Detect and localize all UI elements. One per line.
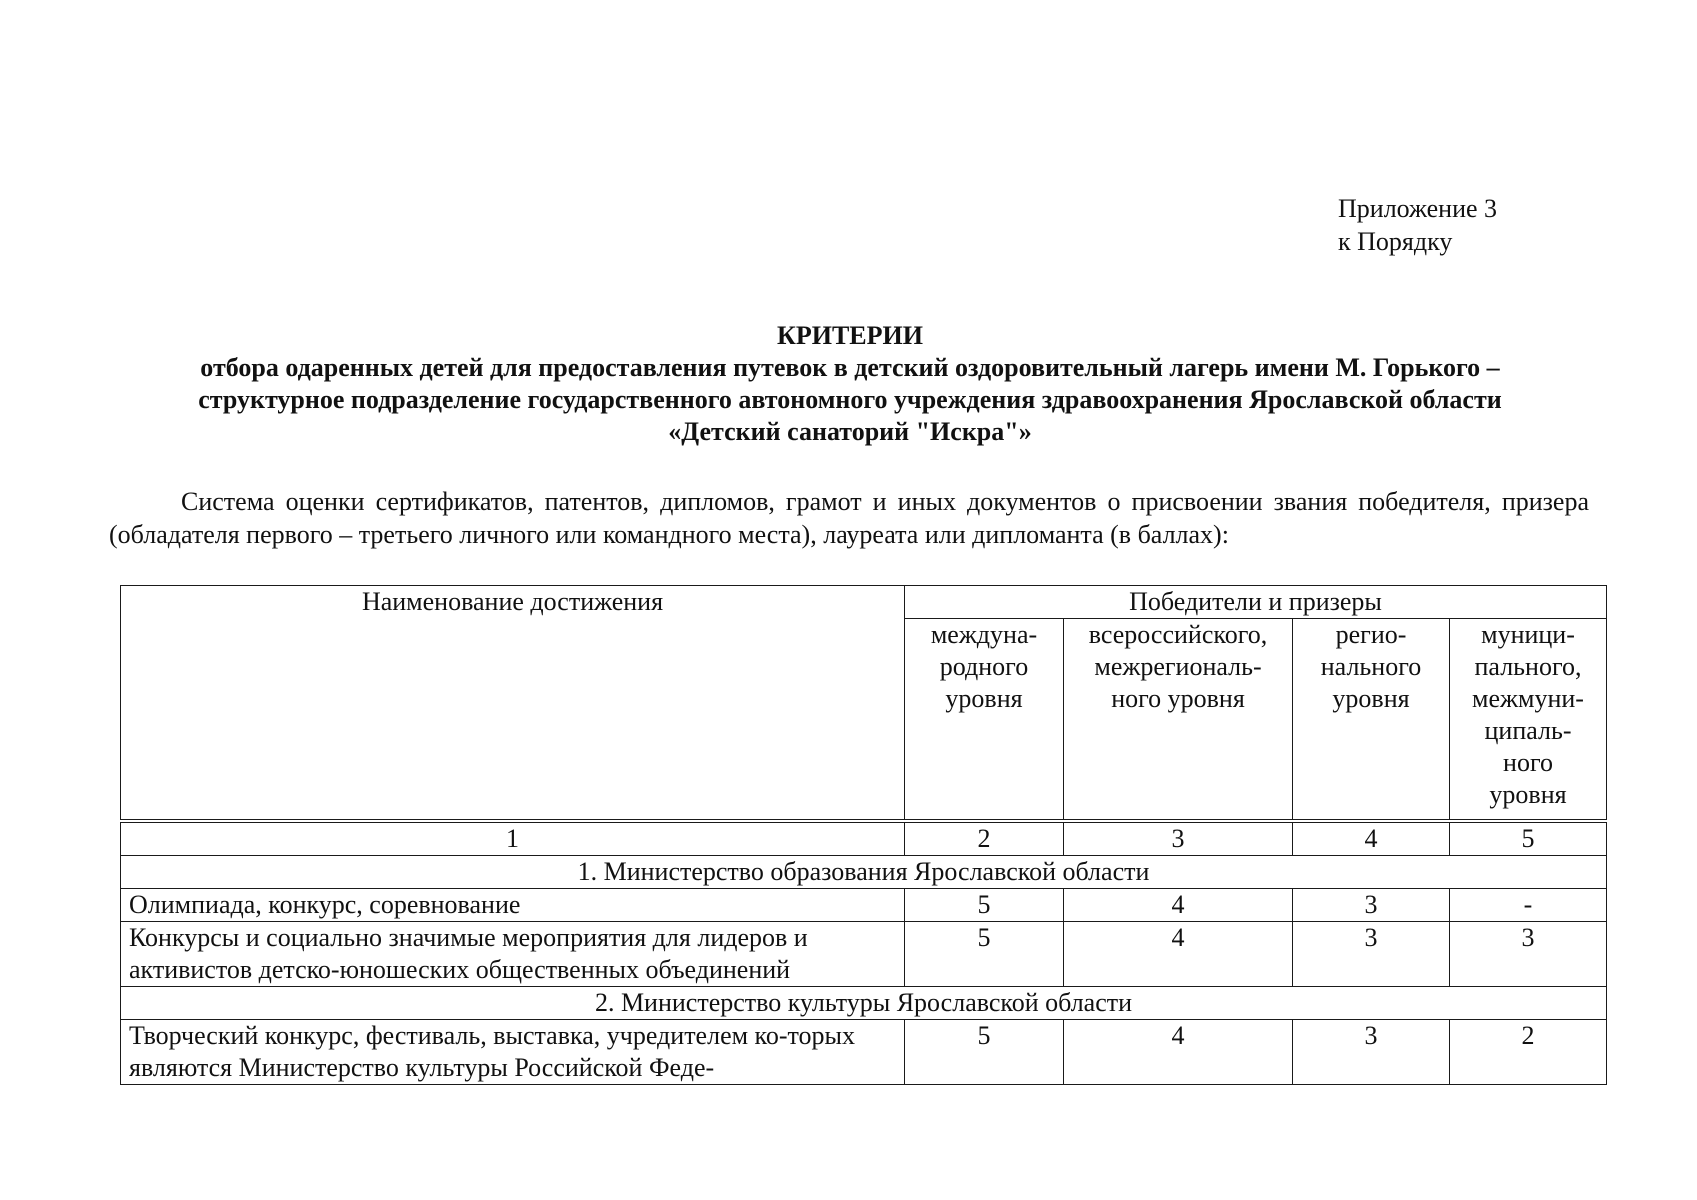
score-regional: 3	[1293, 922, 1450, 987]
achievement-name: Творческий конкурс, фестиваль, выставка, учредителем ко-торых являются Министерство культуры Российской Феде-	[121, 1020, 905, 1085]
title-line-3: «Детский санаторий "Искра"»	[668, 417, 1032, 446]
score-international: 5	[905, 889, 1064, 922]
column-number-2: 2	[905, 821, 1064, 856]
score-national: 4	[1064, 1020, 1293, 1085]
score-national: 4	[1064, 889, 1293, 922]
header-row	[121, 586, 1607, 619]
score-regional: 3	[1293, 1020, 1450, 1085]
criteria-table	[120, 585, 1607, 1085]
section-2-title: 2. Министерство культуры Ярославской области	[121, 987, 1607, 1020]
column-number-5: 5	[1450, 821, 1607, 856]
header-level-regional	[1293, 619, 1450, 822]
appendix-reference	[1338, 192, 1497, 258]
achievement-name: Олимпиада, конкурс, соревнование	[121, 889, 905, 922]
header-level-municipal	[1450, 619, 1607, 822]
section-2-row	[121, 987, 1607, 1020]
section-1-title: 1. Министерство образования Ярославской области	[121, 856, 1607, 889]
title-line-2: структурное подразделение государственного автономного учреждения здравоохранения Ярославской области	[198, 385, 1502, 414]
header-level-national	[1064, 619, 1293, 822]
table-row	[121, 889, 1607, 922]
column-number-row	[121, 821, 1607, 856]
score-municipal: 3	[1450, 922, 1607, 987]
title-heading: КРИТЕРИИ	[777, 321, 923, 350]
document-title	[60, 320, 1640, 448]
score-international: 5	[905, 922, 1064, 987]
intro-paragraph: Система оценки сертификатов, патентов, дипломов, грамот и иных документов о присвоении звания победителя, призера (обладателя первого – третьего личного или командного места), лауреата или дипломанта (в баллах):	[109, 487, 1589, 549]
header-winners-group: Победители и призеры	[905, 586, 1607, 619]
header-level-municipal-text: муници- пального, межмуни- ципаль- ного уровня	[1472, 620, 1584, 809]
score-municipal: 2	[1450, 1020, 1607, 1085]
column-number-1: 1	[121, 821, 905, 856]
appendix-number: Приложение 3	[1338, 194, 1498, 223]
section-1-row	[121, 856, 1607, 889]
table-row	[121, 1020, 1607, 1085]
score-national: 4	[1064, 922, 1293, 987]
score-municipal: -	[1450, 889, 1607, 922]
header-level-international	[905, 619, 1064, 822]
title-line-1: отбора одаренных детей для предоставления путевок в детский оздоровительный лагерь имени М. Горького –	[200, 353, 1500, 382]
header-level-international-text: междуна- родного уровня	[930, 620, 1038, 713]
header-achievement-name: Наименование достижения	[121, 586, 905, 822]
achievement-name: Конкурсы и социально значимые мероприятия для лидеров и активистов детско-юношеских общественных объединений	[121, 922, 905, 987]
header-level-national-text: всероссийского, межрегиональ- ного уровня	[1088, 620, 1268, 713]
score-regional: 3	[1293, 889, 1450, 922]
score-international: 5	[905, 1020, 1064, 1085]
table-row	[121, 922, 1607, 987]
column-number-3: 3	[1064, 821, 1293, 856]
column-number-4: 4	[1293, 821, 1450, 856]
header-level-regional-text: регио- нального уровня	[1320, 620, 1422, 713]
appendix-to-order: к Порядку	[1338, 227, 1453, 256]
